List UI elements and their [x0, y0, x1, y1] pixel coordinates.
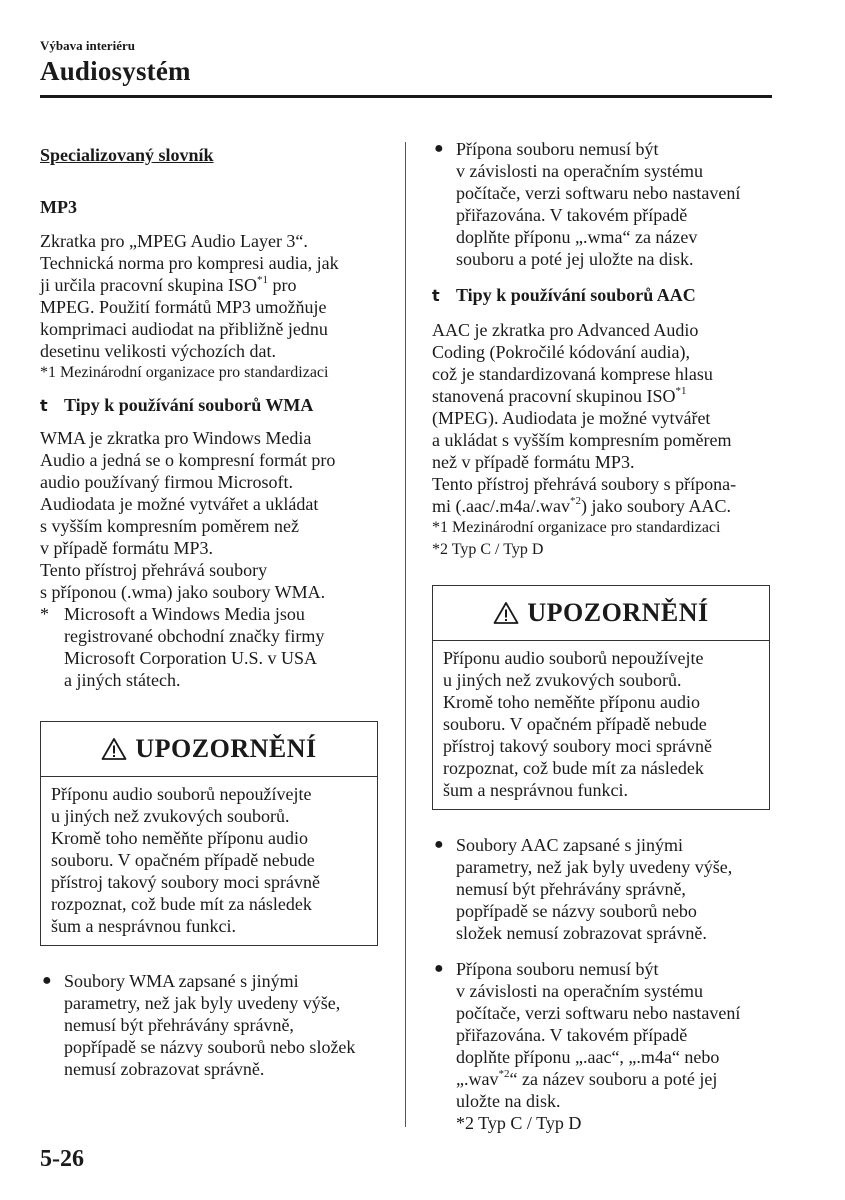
- text-line: Tento přístroj přehrává soubory s přípona-: [432, 474, 737, 494]
- text-line: popřípadě se názvy souborů nebo: [456, 901, 697, 921]
- warning-triangle-icon: [493, 601, 519, 625]
- page-number: 5-26: [40, 1146, 84, 1172]
- text-line: v závislosti na operačním systému: [456, 161, 703, 181]
- text-line: doplňte příponu „.wma“ za název: [456, 227, 698, 247]
- bullet-icon: ●: [434, 140, 444, 157]
- text-line: u jiných než zvukových souborů.: [443, 670, 682, 690]
- text-line: v případě formátu MP3.: [40, 538, 213, 558]
- text-line: Přípona souboru nemusí být: [456, 139, 659, 159]
- mp3-paragraph: [40, 230, 385, 384]
- text-line: složek nemusí zobrazovat správně.: [456, 923, 707, 943]
- text-line: WMA je zkratka pro Windows Media: [40, 428, 312, 448]
- caution-body: [41, 777, 377, 945]
- text-line: stanovená pracovní skupinou ISO$^{*1}$: [432, 385, 687, 406]
- text-line: přiřazována. V takovém případě: [456, 1025, 688, 1045]
- text-line: Tento přístroj přehrává soubory: [40, 560, 268, 580]
- list-item: [40, 970, 385, 1080]
- text-line: parametry, než jak byly uvedeny výše,: [456, 857, 733, 877]
- text-line: nemusí zobrazovat správně.: [64, 1059, 265, 1079]
- aac-paragraph: [432, 319, 777, 561]
- text-line: mi (.aac/.m4a/.wav$^{*2}$) jako soubory AAC.: [432, 495, 731, 516]
- footnote: *2 Typ C / Typ D: [432, 541, 544, 558]
- list-item: [432, 958, 777, 1134]
- text-line: MPEG. Použití formátů MP3 umožňuje: [40, 297, 327, 317]
- text-line: Soubory AAC zapsané s jinými: [456, 835, 683, 855]
- section-label: Výbava interiéru: [40, 38, 135, 53]
- text-line: Coding (Pokročilé kódování audia),: [432, 342, 690, 362]
- footnote-ref: *1: [256, 274, 268, 286]
- tip-marker-icon: t: [40, 396, 48, 415]
- text-line: počítače, verzi softwaru nebo nastavení: [456, 1003, 741, 1023]
- footnote: *1 Mezinárodní organizace pro standardizaci: [40, 364, 329, 381]
- wma-tip-heading: t Tipy k používání souborů WMA: [40, 395, 314, 415]
- text-line: Přípona souboru nemusí být: [456, 959, 659, 979]
- text-line: registrované obchodní značky firmy: [64, 626, 325, 646]
- text-line: Microsoft a Windows Media jsou: [64, 604, 305, 624]
- column-divider: [405, 142, 406, 1127]
- trademark-note: [40, 603, 385, 691]
- right-column: [432, 138, 777, 1134]
- text-line: parametry, než jak byly uvedeny výše,: [64, 993, 341, 1013]
- footnote: *1 Mezinárodní organizace pro standardizaci: [432, 519, 721, 536]
- left-column: [40, 138, 385, 1080]
- aac-tip-heading: t Tipy k používání souborů AAC: [432, 285, 696, 305]
- tip-marker-icon: t: [432, 286, 440, 305]
- text-line: šum a nesprávnou funkci.: [51, 916, 236, 936]
- text-line: přístroj takový soubory moci správně: [443, 736, 712, 756]
- text-line: uložte na disk.: [456, 1091, 561, 1111]
- footnote: *2 Typ C / Typ D: [456, 1113, 582, 1133]
- text-line: souboru. V opačném případě nebude: [51, 850, 315, 870]
- footnote-ref: *2: [498, 1068, 510, 1080]
- text-line: přiřazována. V takovém případě: [456, 205, 688, 225]
- text-line: popřípadě se názvy souborů nebo složek: [64, 1037, 356, 1057]
- text-line: šum a nesprávnou funkci.: [443, 780, 628, 800]
- caution-title: UPOZORNĚNÍ: [135, 734, 317, 763]
- caution-title: UPOZORNĚNÍ: [527, 598, 709, 627]
- text-line: Kromě toho neměňte příponu audio: [443, 692, 700, 712]
- warning-triangle-icon: [101, 737, 127, 761]
- text-line: nemusí být přehrávány správně,: [456, 879, 686, 899]
- glossary-heading: Specializovaný slovník: [40, 145, 214, 165]
- caution-body: [433, 641, 769, 809]
- text-line: „.wav$^{*2}$“ za název souboru a poté jej: [456, 1068, 718, 1089]
- caution-box: [432, 585, 770, 810]
- text-line: nemusí být přehrávány správně,: [64, 1015, 294, 1035]
- text-line: a jiných státech.: [64, 670, 181, 690]
- text-line: souboru. V opačném případě nebude: [443, 714, 707, 734]
- text-line: Zkratka pro „MPEG Audio Layer 3“.: [40, 231, 308, 251]
- bullet-icon: ●: [42, 972, 52, 989]
- asterisk-mark: *: [40, 604, 49, 624]
- text-line: což je standardizovaná komprese hlasu: [432, 364, 713, 384]
- footnote-ref: *1: [675, 385, 687, 397]
- text-line: AAC je zkratka pro Advanced Audio: [432, 320, 699, 340]
- text-line: ji určila pracovní skupina ISO$^{*1}$ pro: [40, 274, 297, 295]
- list-item: [432, 138, 777, 270]
- text-line: než v případě formátu MP3.: [432, 452, 635, 472]
- text-line: Microsoft Corporation U.S. v USA: [64, 648, 317, 668]
- bullet-icon: ●: [434, 960, 444, 977]
- text-line: souboru a poté jej uložte na disk.: [456, 249, 694, 269]
- page-title: Audiosystém: [40, 56, 191, 86]
- footnote-ref: *2: [569, 495, 581, 507]
- text-line: doplňte příponu „.aac“, „.m4a“ nebo: [456, 1047, 720, 1067]
- text-line: Technická norma pro kompresi audia, jak: [40, 253, 339, 273]
- text-line: desetinu velikosti výchozích dat.: [40, 341, 276, 361]
- wma-paragraph: [40, 427, 385, 603]
- text-line: Příponu audio souborů nepoužívejte: [443, 648, 704, 668]
- text-line: Audiodata je možné vytvářet a ukládat: [40, 494, 319, 514]
- text-line: v závislosti na operačním systému: [456, 981, 703, 1001]
- text-line: rozpoznat, což bude mít za následek: [443, 758, 704, 778]
- text-line: Soubory WMA zapsané s jinými: [64, 971, 299, 991]
- text-line: (MPEG). Audiodata je možné vytvářet: [432, 408, 711, 428]
- text-line: přístroj takový soubory moci správně: [51, 872, 320, 892]
- caution-box: [40, 721, 378, 946]
- text-line: Audio a jedná se o kompresní formát pro: [40, 450, 336, 470]
- text-line: audio používaný firmou Microsoft.: [40, 472, 293, 492]
- title-divider: [40, 95, 772, 98]
- text-line: a ukládat s vyšším kompresním poměrem: [432, 430, 732, 450]
- text-line: s vyšším kompresním poměrem než: [40, 516, 299, 536]
- text-line: počítače, verzi softwaru nebo nastavení: [456, 183, 741, 203]
- mp3-heading: MP3: [40, 197, 77, 217]
- text-line: u jiných než zvukových souborů.: [51, 806, 290, 826]
- text-line: komprimaci audiodat na přibližně jednu: [40, 319, 328, 339]
- text-line: s příponou (.wma) jako soubory WMA.: [40, 582, 326, 602]
- caution-header: [433, 586, 769, 641]
- list-item: [432, 834, 777, 944]
- caution-header: [41, 722, 377, 777]
- text-line: Příponu audio souborů nepoužívejte: [51, 784, 312, 804]
- bullet-icon: ●: [434, 836, 444, 853]
- text-line: Kromě toho neměňte příponu audio: [51, 828, 308, 848]
- text-line: rozpoznat, což bude mít za následek: [51, 894, 312, 914]
